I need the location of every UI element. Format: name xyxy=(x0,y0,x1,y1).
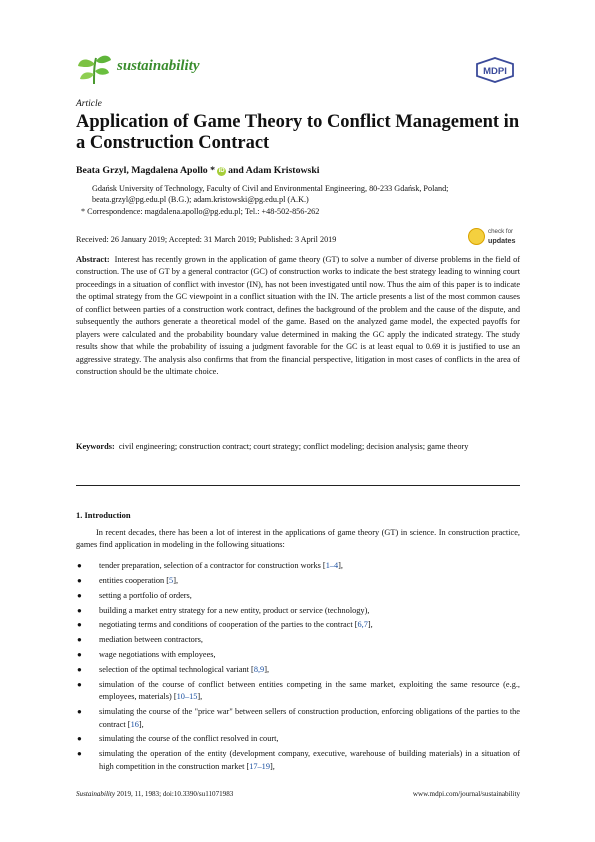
journal-name: sustainability xyxy=(117,58,200,74)
abstract xyxy=(76,254,520,379)
keywords xyxy=(76,441,520,453)
footer-citation xyxy=(76,790,233,798)
list-item: ● simulating the operation of the entity (development company, executive, warehouse of building materials) in a situation of high competition in the construction market [17–19], xyxy=(77,749,520,771)
list-item: ● simulating the course of the "price war" between sellers of construction production, enforcing obligations of the parties to the contract [16], xyxy=(77,707,520,729)
authors-part-1: Beata Grzyl, Magdalena Apollo * xyxy=(76,165,216,176)
affiliations xyxy=(81,183,522,217)
paper-title: Application of Game Theory to Conflict Management in a Construction Contract xyxy=(76,112,520,153)
check-updates-line2: updates xyxy=(488,236,516,245)
bullet-list xyxy=(76,560,520,775)
affiliation-line: Gdańsk University of Technology, Faculty of Civil and Environmental Engineering, 80-233 Gdańsk, Poland; xyxy=(92,184,449,193)
list-item: ● mediation between contractors, xyxy=(77,635,203,645)
mdpi-logo-icon xyxy=(474,57,516,83)
footer-url[interactable]: www.mdpi.com/journal/sustainability xyxy=(412,790,520,798)
check-updates-icon xyxy=(468,228,485,245)
abstract-text: Interest has recently grown in the application of game theory (GT) to solve a number of diverse problems in the field of construction. The use of GT by a general contractor (GC) of construction works to indicate the best strategy leading to winning court proceedings in a situation of conflict with investor (IN), has not been investigated until now. Thus the aim of this paper is to indicate the optimal strategy from the GC viewpoint in a conflict situation with the IN. The article presents a list of the most common causes of conflict between parties of a construction work contract, defines the background of the problem and the cause of the dispute, and subsequently the authors generate a theoretical model of the game. Based on the analyzed game model, the expected payoffs for players were calculated and the probability boundary value determined in making the GC apply the indicated strategy. The study results show that while the probability of issuing a judgment favorable for the GC is at least equal to 0.69 it is justified to use an aggressive strategy. The analysis also confirms that from the financial perspective, litigation in most cases of conflicts in the area of construction should be the ultimate choice. xyxy=(76,255,520,377)
authors-part-2: and Adam Kristowski xyxy=(228,165,320,176)
check-for-updates-button[interactable] xyxy=(468,227,528,249)
footer-journal: Sustainability xyxy=(76,790,116,798)
footer-doi: 2019, 11, 1983; doi:10.3390/su11071983 xyxy=(116,790,234,798)
list-item: ● entities cooperation [5], xyxy=(77,575,179,585)
intro-paragraph xyxy=(76,527,520,552)
publication-dates: Received: 26 January 2019; Accepted: 31 March 2019; Published: 3 April 2019 xyxy=(76,235,337,244)
list-item: ● wage negotiations with employees, xyxy=(77,650,216,660)
abstract-label: Abstract: xyxy=(76,255,110,264)
citation-link[interactable]: 17–19 xyxy=(249,761,270,771)
citation-link[interactable]: 5 xyxy=(169,575,174,585)
article-type: Article xyxy=(76,99,102,109)
list-item: ● selection of the optimal technological variant [8,9], xyxy=(77,664,270,674)
list-item: ● simulating the course of the conflict resolved in court, xyxy=(77,734,279,744)
check-updates-line1: check for xyxy=(488,228,514,235)
section-divider xyxy=(76,485,520,486)
citation-link[interactable]: 8,9 xyxy=(253,664,265,674)
citation-link[interactable]: 6,7 xyxy=(357,620,368,630)
keywords-label: Keywords: xyxy=(76,442,115,451)
list-item: ● simulation of the course of conflict between entities competing in the same market, exploiting the same resource (e.g., employees, materials) [10–15], xyxy=(77,679,520,702)
correspondence: * Correspondence: magdalena.apollo@pg.edu.pl; Tel.: +48-502-856-262 xyxy=(81,206,320,216)
list-item: ● negotiating terms and conditions of cooperation of the parties to the contract [6,7], xyxy=(77,620,373,630)
keywords-text: civil engineering; construction contract; court strategy; conflict modeling; decision analysis; game theory xyxy=(118,442,469,451)
intro-text: In recent decades, there has been a lot of interest in the applications of game theory (GT) in science. In construction practice, games find application in modeling in the following situations: xyxy=(76,528,520,550)
list-item: ● tender preparation, selection of a contractor for construction works [1–4], xyxy=(77,561,343,570)
affiliation-emails: beata.grzyl@pg.edu.pl (B.G.); adam.kristowski@pg.edu.pl (A.K.) xyxy=(92,195,309,205)
section-heading: 1. Introduction xyxy=(76,510,131,520)
mdpi-logo-text: MDPI xyxy=(483,66,507,77)
citation-link[interactable]: 1–4 xyxy=(325,561,339,570)
citation-link[interactable]: 16 xyxy=(130,719,139,729)
list-item: ● building a market entry strategy for a new entity, product or service (technology), xyxy=(77,605,370,615)
citation-link[interactable]: 10–15 xyxy=(176,692,198,702)
orcid-icon[interactable]: iD xyxy=(218,168,225,174)
list-item: ● setting a portfolio of orders, xyxy=(77,590,192,600)
author-list xyxy=(76,165,516,176)
sustainability-leaf-logo-icon xyxy=(76,52,112,86)
